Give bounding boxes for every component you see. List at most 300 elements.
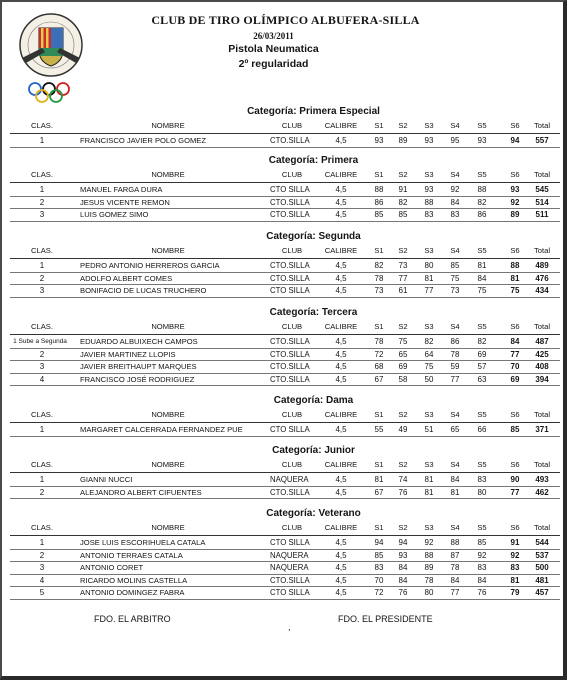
cell-total: 544 — [535, 538, 549, 547]
column-header-total: Total — [533, 246, 551, 255]
cell-s1: 67 — [374, 374, 384, 384]
cell-s2: 91 — [398, 185, 408, 194]
cell-total: 487 — [535, 337, 549, 346]
column-header-calibre: CALIBRE — [324, 246, 358, 255]
cell-nombre: RICARDO MOLINS CASTELLA — [80, 575, 188, 585]
column-header-s6: S6 — [510, 322, 520, 331]
cell-nombre: JAVIER BREITHAUPT MARQUES — [80, 362, 197, 371]
column-header-clas: CLAS. — [31, 523, 53, 532]
cell-s3: 88 — [424, 550, 434, 560]
column-header-s3: S3 — [424, 170, 434, 179]
cell-nombre: ADOLFO ALBERT COMES — [80, 273, 173, 283]
column-header-s2: S2 — [398, 410, 408, 419]
cell-calibre: 4,5 — [335, 487, 347, 497]
cell-s6: 89 — [510, 210, 520, 219]
column-header-calibre: CALIBRE — [324, 322, 358, 331]
cell-s2: 82 — [398, 197, 408, 207]
cell-clas: 1 — [39, 136, 45, 145]
column-header-calibre: CALIBRE — [324, 410, 358, 419]
cell-nombre: MANUEL FARGA DURA — [80, 185, 163, 194]
category-title: Categoría: Dama — [273, 395, 354, 406]
cell-calibre: 4,5 — [335, 337, 347, 346]
cell-calibre: 4,5 — [335, 588, 347, 597]
cell-s2: 84 — [398, 563, 408, 572]
column-header-s2: S2 — [398, 523, 408, 532]
cell-club: CTO.SILLA — [270, 273, 310, 283]
category-title: Categoría: Primera — [268, 155, 359, 166]
cell-s2: 61 — [398, 286, 408, 295]
cell-calibre: 4,5 — [335, 273, 347, 283]
row-divider — [10, 586, 560, 587]
cell-s5: 83 — [477, 475, 487, 484]
cell-s3: 88 — [424, 197, 434, 207]
cell-s2: 84 — [398, 575, 408, 585]
column-header-calibre: CALIBRE — [324, 170, 358, 179]
cell-club: NAQUERA — [270, 475, 309, 484]
cell-s2: 85 — [398, 210, 408, 219]
cell-s4: 77 — [450, 374, 460, 384]
cell-s6: 92 — [510, 550, 520, 560]
column-header-s3: S3 — [424, 410, 434, 419]
cell-total: 493 — [535, 475, 549, 484]
cell-s2: 93 — [398, 550, 408, 560]
column-header-s5: S5 — [477, 170, 487, 179]
column-header-clas: CLAS. — [31, 410, 53, 419]
cell-total: 457 — [535, 588, 549, 597]
cell-nombre: GIANNI NUCCI — [80, 475, 133, 484]
column-header-s6: S6 — [510, 460, 520, 469]
cell-s6: 70 — [510, 362, 520, 371]
category-title: Categoría: Junior — [272, 445, 355, 456]
cell-club: CTO.SILLA — [270, 197, 310, 207]
cell-club: CTO SILLA — [270, 425, 310, 434]
column-header-s2: S2 — [398, 170, 408, 179]
row-divider — [10, 348, 560, 349]
cell-s1: 55 — [374, 425, 384, 434]
column-header-club: CLUB — [281, 246, 303, 255]
column-header-s2: S2 — [398, 460, 408, 469]
cell-calibre: 4,5 — [335, 475, 347, 484]
cell-club: CTO SILLA — [270, 286, 310, 295]
cell-s6: 77 — [510, 487, 520, 497]
row-divider — [10, 147, 560, 148]
column-header-s3: S3 — [424, 460, 434, 469]
column-header-s6: S6 — [510, 523, 520, 532]
cell-s1: 67 — [374, 487, 384, 497]
cell-s3: 82 — [424, 337, 434, 346]
cell-total: 489 — [535, 261, 549, 270]
cell-nombre: FRANCISCO JOSÉ RODRIGUEZ — [80, 374, 195, 384]
cell-calibre: 4,5 — [335, 286, 347, 295]
row-divider — [10, 373, 560, 374]
cell-s4: 87 — [450, 550, 460, 560]
cell-s4: 86 — [450, 337, 460, 346]
cell-s5: 63 — [477, 374, 487, 384]
column-header-s5: S5 — [477, 121, 487, 130]
column-header-total: Total — [533, 121, 551, 130]
cell-clas: 3 — [39, 563, 45, 572]
cell-s4: 73 — [450, 286, 460, 295]
column-header-s5: S5 — [477, 246, 487, 255]
cell-s5: 85 — [477, 538, 487, 547]
cell-s4: 84 — [450, 575, 460, 585]
cell-nombre: PEDRO ANTONIO HERREROS GARCIA — [80, 261, 220, 270]
cell-s1: 86 — [374, 197, 384, 207]
header-divider — [10, 535, 560, 536]
cell-s1: 73 — [374, 286, 384, 295]
cell-calibre: 4,5 — [335, 349, 347, 359]
column-header-s6: S6 — [510, 170, 520, 179]
cell-clas: 1 Sube a Segunda — [13, 338, 67, 345]
cell-s2: 75 — [398, 337, 408, 346]
cell-s1: 88 — [374, 185, 384, 194]
column-header-s6: S6 — [510, 121, 520, 130]
cell-s2: 69 — [398, 362, 408, 371]
cell-nombre: JAVIER MARTINEZ LLOPIS — [80, 349, 176, 359]
category-title: Categoría: Tercera — [269, 307, 358, 318]
header-divider — [10, 182, 560, 183]
column-header-s3: S3 — [424, 121, 434, 130]
cell-s3: 89 — [424, 563, 434, 572]
cell-s4: 84 — [450, 475, 460, 484]
cell-calibre: 4,5 — [335, 425, 347, 434]
cell-s6: 90 — [510, 475, 520, 484]
cell-clas: 1 — [39, 425, 45, 434]
column-header-club: CLUB — [281, 410, 303, 419]
cell-s2: 76 — [398, 487, 408, 497]
header-divider — [10, 133, 560, 134]
cell-s3: 64 — [424, 349, 434, 359]
row-divider — [10, 297, 560, 298]
cell-s4: 78 — [450, 563, 460, 572]
cell-club: CTO.SILLA — [270, 374, 310, 384]
row-divider — [10, 360, 560, 361]
cell-nombre: BONIFACIO DE LUCAS TRUCHERO — [80, 286, 207, 295]
cell-clas: 2 — [39, 197, 45, 207]
cell-total: 434 — [535, 286, 549, 295]
column-header-s3: S3 — [424, 523, 434, 532]
cell-s3: 78 — [424, 575, 434, 585]
cell-s1: 94 — [374, 538, 384, 547]
row-divider — [10, 272, 560, 273]
cell-club: CTO.SILLA — [270, 210, 310, 219]
cell-s4: 85 — [450, 261, 460, 270]
cell-s2: 94 — [398, 538, 408, 547]
cell-calibre: 4,5 — [335, 261, 347, 270]
cell-clas: 4 — [39, 374, 45, 384]
cell-clas: 2 — [39, 273, 45, 283]
cell-calibre: 4,5 — [335, 538, 347, 547]
column-header-calibre: CALIBRE — [324, 523, 358, 532]
category-title: Categoría: Segunda — [266, 231, 361, 242]
stray-mark: , — [288, 622, 291, 632]
cell-nombre: JESUS VICENTE REMON — [80, 197, 170, 207]
cell-club: CTO.SILLA — [270, 337, 310, 346]
cell-club: CTO.SILLA — [270, 261, 310, 270]
cell-s6: 84 — [510, 337, 520, 346]
cell-calibre: 4,5 — [335, 197, 347, 207]
cell-s5: 66 — [477, 425, 487, 434]
column-header-s4: S4 — [450, 523, 460, 532]
cell-s1: 93 — [374, 136, 384, 145]
cell-clas: 2 — [39, 487, 45, 497]
cell-s5: 86 — [477, 210, 487, 219]
cell-s3: 51 — [424, 425, 434, 434]
column-header-s1: S1 — [374, 170, 384, 179]
column-header-s5: S5 — [477, 322, 487, 331]
row-divider — [10, 284, 560, 285]
cell-s6: 75 — [510, 286, 520, 295]
cell-nombre: ALEJANDRO ALBERT CIFUENTES — [80, 487, 202, 497]
cell-s4: 84 — [450, 197, 460, 207]
cell-total: 500 — [535, 563, 549, 572]
column-header-total: Total — [533, 322, 551, 331]
cell-s2: 77 — [398, 273, 408, 283]
cell-s6: 92 — [510, 197, 520, 207]
cell-total: 425 — [535, 349, 549, 359]
column-header-nombre: NOMBRE — [151, 460, 185, 469]
cell-clas: 1 — [39, 538, 45, 547]
cell-s6: 83 — [510, 563, 520, 572]
cell-clas: 1 — [39, 475, 45, 484]
cell-s4: 95 — [450, 136, 460, 145]
row-divider — [10, 221, 560, 222]
cell-calibre: 4,5 — [335, 575, 347, 585]
competition-round: 2º regularidad — [238, 58, 309, 70]
cell-clas: 2 — [39, 349, 45, 359]
column-header-calibre: CALIBRE — [324, 460, 358, 469]
cell-s6: 81 — [510, 273, 520, 283]
cell-s1: 68 — [374, 362, 384, 371]
cell-club: NAQUERA — [270, 550, 309, 560]
cell-s5: 75 — [477, 286, 487, 295]
cell-s4: 83 — [450, 210, 460, 219]
column-header-club: CLUB — [281, 460, 303, 469]
column-header-clas: CLAS. — [31, 121, 53, 130]
column-header-nombre: NOMBRE — [151, 523, 185, 532]
category-title: Categoría: Veterano — [266, 508, 361, 519]
cell-s1: 78 — [374, 273, 384, 283]
column-header-s3: S3 — [424, 322, 434, 331]
cell-club: CTO SILLA — [270, 588, 310, 597]
row-divider — [10, 561, 560, 562]
cell-club: CTO.SILLA — [270, 487, 310, 497]
president-signature-label: FDO. EL PRESIDENTE — [338, 614, 433, 624]
cell-s6: 85 — [510, 425, 520, 434]
column-header-club: CLUB — [281, 523, 303, 532]
row-divider — [10, 549, 560, 550]
cell-s4: 59 — [450, 362, 460, 371]
cell-club: NAQUERA — [270, 563, 309, 572]
column-header-clas: CLAS. — [31, 246, 53, 255]
column-header-s4: S4 — [450, 410, 460, 419]
column-header-total: Total — [533, 410, 551, 419]
cell-total: 408 — [535, 362, 549, 371]
cell-s3: 81 — [424, 273, 434, 283]
row-divider — [10, 208, 560, 209]
column-header-s4: S4 — [450, 322, 460, 331]
row-divider — [10, 599, 560, 600]
cell-s3: 92 — [424, 538, 434, 547]
header-divider — [10, 472, 560, 473]
column-header-s1: S1 — [374, 246, 384, 255]
column-header-nombre: NOMBRE — [151, 170, 185, 179]
cell-total: 481 — [535, 575, 549, 585]
column-header-nombre: NOMBRE — [151, 410, 185, 419]
row-divider — [10, 498, 560, 499]
cell-s3: 77 — [424, 286, 434, 295]
column-header-clas: CLAS. — [31, 322, 53, 331]
cell-s2: 49 — [398, 425, 408, 434]
cell-s4: 88 — [450, 538, 460, 547]
category-title: Categoría: Primera Especial — [247, 106, 380, 117]
cell-s5: 88 — [477, 185, 487, 194]
column-header-s2: S2 — [398, 246, 408, 255]
row-divider — [10, 385, 560, 386]
cell-s5: 92 — [477, 550, 487, 560]
referee-signature-label: FDO. EL ARBITRO — [94, 614, 171, 624]
cell-clas: 4 — [39, 575, 45, 585]
cell-calibre: 4,5 — [335, 563, 347, 572]
cell-clas: 3 — [39, 210, 45, 219]
cell-total: 511 — [535, 210, 549, 219]
cell-s1: 72 — [374, 588, 384, 597]
cell-s3: 50 — [424, 374, 434, 384]
column-header-s2: S2 — [398, 121, 408, 130]
cell-s1: 70 — [374, 575, 384, 585]
cell-s4: 77 — [450, 588, 460, 597]
column-header-s1: S1 — [374, 322, 384, 331]
column-header-nombre: NOMBRE — [151, 246, 185, 255]
cell-s3: 80 — [424, 588, 434, 597]
cell-s2: 65 — [398, 349, 408, 359]
cell-s5: 82 — [477, 337, 487, 346]
cell-club: CTO SILLA — [270, 538, 310, 547]
cell-clas: 2 — [39, 550, 45, 560]
cell-s4: 78 — [450, 349, 460, 359]
header-divider — [10, 334, 560, 335]
cell-s4: 65 — [450, 425, 460, 434]
cell-s5: 83 — [477, 563, 487, 572]
cell-calibre: 4,5 — [335, 185, 347, 194]
cell-clas: 3 — [39, 286, 45, 295]
cell-nombre: ANTONIO TERRAES CATALA — [80, 550, 183, 560]
cell-s3: 81 — [424, 475, 434, 484]
cell-s5: 76 — [477, 588, 487, 597]
cell-s3: 81 — [424, 487, 434, 497]
cell-s6: 91 — [510, 538, 520, 547]
row-divider — [10, 196, 560, 197]
cell-s1: 85 — [374, 550, 384, 560]
cell-s6: 77 — [510, 349, 520, 359]
cell-s1: 81 — [374, 475, 384, 484]
column-header-total: Total — [533, 170, 551, 179]
cell-club: CTO.SILLA — [270, 349, 310, 359]
cell-s3: 93 — [424, 185, 434, 194]
cell-calibre: 4,5 — [335, 550, 347, 560]
column-header-nombre: NOMBRE — [151, 322, 185, 331]
cell-s6: 94 — [510, 136, 520, 145]
row-divider — [10, 436, 560, 437]
cell-clas: 5 — [39, 588, 45, 597]
row-divider — [10, 574, 560, 575]
cell-s6: 81 — [510, 575, 520, 585]
cell-total: 545 — [535, 185, 549, 194]
column-header-total: Total — [533, 523, 551, 532]
cell-s1: 83 — [374, 563, 384, 572]
cell-calibre: 4,5 — [335, 210, 347, 219]
column-header-s3: S3 — [424, 246, 434, 255]
cell-s2: 89 — [398, 136, 408, 145]
cell-s6: 93 — [510, 185, 520, 194]
column-header-clas: CLAS. — [31, 460, 53, 469]
cell-s4: 81 — [450, 487, 460, 497]
cell-club: CTO.SILLA — [270, 362, 310, 371]
column-header-s1: S1 — [374, 121, 384, 130]
cell-s5: 69 — [477, 349, 487, 359]
cell-nombre: ANTONIO DOMINGEZ FABRA — [80, 588, 185, 597]
column-header-s4: S4 — [450, 121, 460, 130]
cell-s2: 74 — [398, 475, 408, 484]
cell-s5: 57 — [477, 362, 487, 371]
header-divider — [10, 258, 560, 259]
cell-s1: 78 — [374, 337, 384, 346]
cell-clas: 1 — [39, 185, 45, 194]
cell-s1: 85 — [374, 210, 384, 219]
cell-clas: 1 — [39, 261, 45, 270]
cell-nombre: LUIS GOMEZ SIMO — [80, 210, 149, 219]
cell-s3: 80 — [424, 261, 434, 270]
cell-s2: 73 — [398, 261, 408, 270]
column-header-s1: S1 — [374, 523, 384, 532]
column-header-s4: S4 — [450, 246, 460, 255]
cell-s2: 58 — [398, 374, 408, 384]
cell-s6: 88 — [510, 261, 520, 270]
column-header-s4: S4 — [450, 460, 460, 469]
cell-s5: 84 — [477, 575, 487, 585]
cell-s5: 81 — [477, 261, 487, 270]
cell-total: 514 — [535, 197, 549, 207]
cell-nombre: EDUARDO ALBUIXECH CAMPOS — [80, 337, 198, 346]
document-title: CLUB DE TIRO OLÍMPICO ALBUFERA-SILLA — [151, 13, 420, 27]
column-header-s2: S2 — [398, 322, 408, 331]
cell-total: 462 — [535, 487, 549, 497]
column-header-s5: S5 — [477, 410, 487, 419]
cell-clas: 3 — [39, 362, 45, 371]
cell-s4: 75 — [450, 273, 460, 283]
cell-nombre: ANTONIO CORET — [80, 563, 144, 572]
cell-club: CTO.SILLA — [270, 575, 310, 585]
column-header-club: CLUB — [281, 322, 303, 331]
cell-calibre: 4,5 — [335, 362, 347, 371]
cell-club: CTO SILLA — [270, 185, 310, 194]
column-header-s6: S6 — [510, 246, 520, 255]
column-header-s4: S4 — [450, 170, 460, 179]
cell-s3: 83 — [424, 210, 434, 219]
cell-nombre: FRANCISCO JAVIER POLO GOMEZ — [80, 136, 207, 145]
cell-s3: 93 — [424, 136, 434, 145]
event-date: 26/03/2011 — [253, 31, 294, 41]
cell-total: 371 — [535, 425, 549, 434]
column-header-s1: S1 — [374, 460, 384, 469]
cell-s2: 76 — [398, 588, 408, 597]
cell-club: CTO.SILLA — [270, 136, 310, 145]
cell-s6: 69 — [510, 374, 520, 384]
column-header-club: CLUB — [281, 121, 303, 130]
cell-calibre: 4,5 — [335, 374, 347, 384]
column-header-s5: S5 — [477, 523, 487, 532]
cell-s1: 72 — [374, 349, 384, 359]
